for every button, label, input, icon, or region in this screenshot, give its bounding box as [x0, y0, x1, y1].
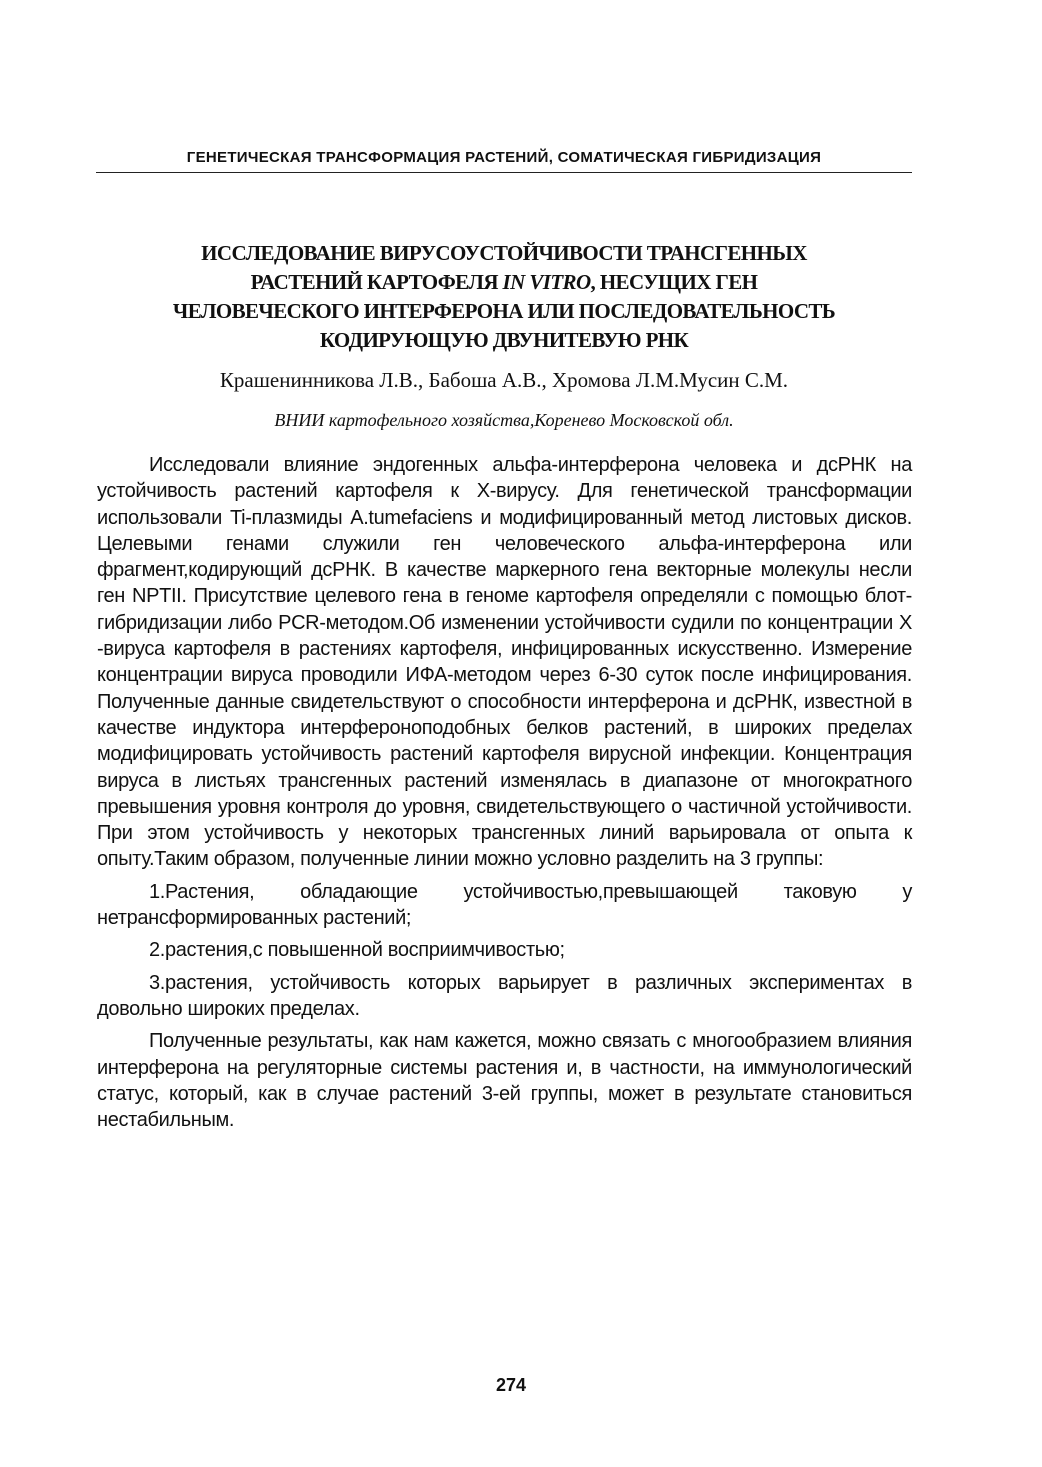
title-line-2	[100, 268, 908, 297]
paragraph-group-3: 3.растения, устойчивость которых варьирует в различных экспериментах в довольно широких пределах.	[97, 971, 912, 1020]
title-line-3: ЧЕЛОВЕЧЕСКОГО ИНТЕРФЕРОНА ИЛИ ПОСЛЕДОВАТЕЛЬНОСТЬ	[172, 299, 836, 323]
title-line-2-end: , НЕСУЩИХ ГЕН	[590, 270, 758, 294]
affiliation: ВНИИ картофельного хозяйства,Коренево Московской обл.	[274, 410, 734, 430]
header-rule	[96, 172, 912, 173]
page-number: 274	[495, 1375, 527, 1395]
article-body	[97, 452, 912, 1139]
title-line-2-start: РАСТЕНИЙ КАРТОФЕЛЯ	[250, 270, 503, 294]
paragraph-conclusion: Полученные результаты, как нам кажется, можно связать с многообразием влияния интерферона на регуляторные системы растения и, в частности, на иммунологический статус, который, как в случае растений 3-ей группы, может в результате становиться нестабильным.	[97, 1030, 912, 1132]
paragraph-group-1: 1.Растения, обладающие устойчивостью,превышающей таковую у нетрансформированных растений;	[97, 880, 912, 930]
title-line-4: КОДИРУЮЩУЮ ДВУНИТЕВУЮ РНК	[319, 328, 689, 352]
authors: Крашенинникова Л.В., Бабоша А.В., Хромова Л.М.Мусин С.М.	[219, 368, 789, 392]
article-title	[100, 239, 908, 355]
title-in-vitro: IN VITRO	[502, 270, 591, 294]
running-header: ГЕНЕТИЧЕСКАЯ ТРАНСФОРМАЦИЯ РАСТЕНИЙ, СОМАТИЧЕСКАЯ ГИБРИДИЗАЦИЯ	[186, 149, 822, 166]
paragraph-abstract: Исследовали влияние эндогенных альфа-интерферона человека и дсРНК на устойчивость растений картофеля к Х-вирусу. Для генетической трансформации использовали Ti-плазмиды A.tumefaciens и модифицированный метод листовых дисков. Целевыми генами служили ген человеческого альфа-интерферона или фрагмент,кодирующий дсРНК. В качестве маркерного гена векторные молекулы несли ген NPTII. Присутствие целевого гена в геноме картофеля определяли с помощью блот-гибридизации либо PCR-методом.Об изменении устойчивости судили по концентрации Х -вируса картофеля в растениях картофеля, инфицированных искусственно. Измерение концентрации вируса проводили ИФА-методом через 6-30 суток после инфицирования. Полученные данные свидетельствуют о способности интерферона и дсРНК, известной в качестве индуктора интерфероноподобных белков растений, в широких пределах модифицировать устойчивость растений картофеля вирусной инфекции. Концентрация вируса в листьях трансгенных растений изменялась в диапазоне от многократного превышения уровня контроля до уровня, свидетельствующего о частичной устойчивости. При этом устойчивость у некоторых трансгенных линий варьировала от опыта к опыту.Таким образом, полученные линии можно условно разделить на 3 группы:	[97, 454, 912, 871]
paragraph-group-2: 2.растения,с повышенной восприимчивостью;	[149, 939, 565, 962]
title-line-1: ИССЛЕДОВАНИЕ ВИРУСОУСТОЙЧИВОСТИ ТРАНСГЕННЫХ	[201, 241, 807, 265]
